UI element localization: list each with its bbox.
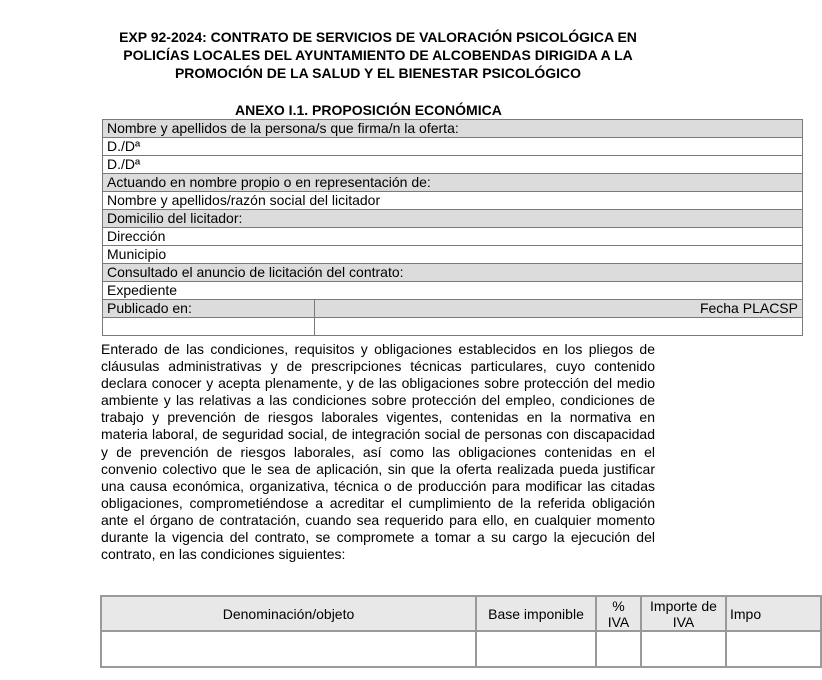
- signers-label: Nombre y apellidos de la persona/s que firma/n la oferta:: [103, 120, 803, 138]
- signer-2-field[interactable]: D./Dª: [103, 156, 803, 174]
- offer-table: [100, 595, 822, 668]
- date-field[interactable]: [315, 318, 803, 336]
- declaration-text: Enterado de las condiciones, requisitos y obligaciones establecidos en los pliegos de cláusulas administrativas y de prescripciones técnicas particulares, cuyo contenido declara conocer y acepta plenamente, y de las obligaciones sobre protección del medio ambiente y las relativas a las condiciones sobre protección del empleo, condiciones de trabajo y prevención de riesgos laborales vigentes, contenidas en la normativa en materia laboral, de seguridad social, de integración social de personas con discapacidad y de prevención de riesgos laborales, así como las obligaciones contenidas en el convenio colectivo que le sea de aplicación, sin que la oferta realizada pueda justificar una causa económica, organizativa, técnica o de producción para modificar las citadas obligaciones, comprometiéndose a acreditar el cumplimiento de la referida obligación ante el órgano de contratación, cuando sea requerido para ello, en cualquier momento durante la vigencia del contrato, se compromete a tomar a su cargo la ejecución del contrato, en las condiciones siguientes:: [101, 341, 655, 563]
- address-field[interactable]: Dirección: [103, 228, 803, 246]
- vat-amount-cell[interactable]: [641, 631, 726, 667]
- description-cell[interactable]: [101, 631, 476, 667]
- published-label: Publicado en:: [103, 300, 315, 318]
- published-field[interactable]: [103, 318, 315, 336]
- consulted-label: Consultado el anuncio de licitación del contrato:: [103, 264, 803, 282]
- column-header-vat-amount: Importe de IVA: [641, 596, 726, 631]
- company-name-field[interactable]: Nombre y apellidos/razón social del licitador: [103, 192, 803, 210]
- total-cell[interactable]: [726, 631, 821, 667]
- title-line-2: POLICÍAS LOCALES DEL AYUNTAMIENTO DE ALCOBENDAS DIRIGIDA A LA: [123, 47, 633, 63]
- column-header-total: Impo: [726, 596, 821, 631]
- bidder-form: [102, 119, 803, 336]
- municipality-field[interactable]: Municipio: [103, 246, 803, 264]
- title-line-1: EXP 92-2024: CONTRATO DE SERVICIOS DE VALORACIÓN PSICOLÓGICA EN: [119, 29, 637, 45]
- column-header-vat-percent: % IVA: [596, 596, 641, 631]
- domicile-label: Domicilio del licitador:: [103, 210, 803, 228]
- annex-title: ANEXO I.1. PROPOSICIÓN ECONÓMICA: [235, 102, 502, 118]
- column-header-description: Denominación/objeto: [101, 596, 476, 631]
- tax-base-cell[interactable]: [476, 631, 596, 667]
- column-header-tax-base: Base imponible: [476, 596, 596, 631]
- acting-label: Actuando en nombre propio o en representación de:: [103, 174, 803, 192]
- document-title: [88, 28, 668, 82]
- signer-1-field[interactable]: D./Dª: [103, 138, 803, 156]
- date-label: Fecha PLACSP: [315, 300, 803, 318]
- file-field[interactable]: Expediente: [103, 282, 803, 300]
- title-line-3: PROMOCIÓN DE LA SALUD Y EL BIENESTAR PSICOLÓGICO: [174, 65, 582, 81]
- vat-percent-cell[interactable]: [596, 631, 641, 667]
